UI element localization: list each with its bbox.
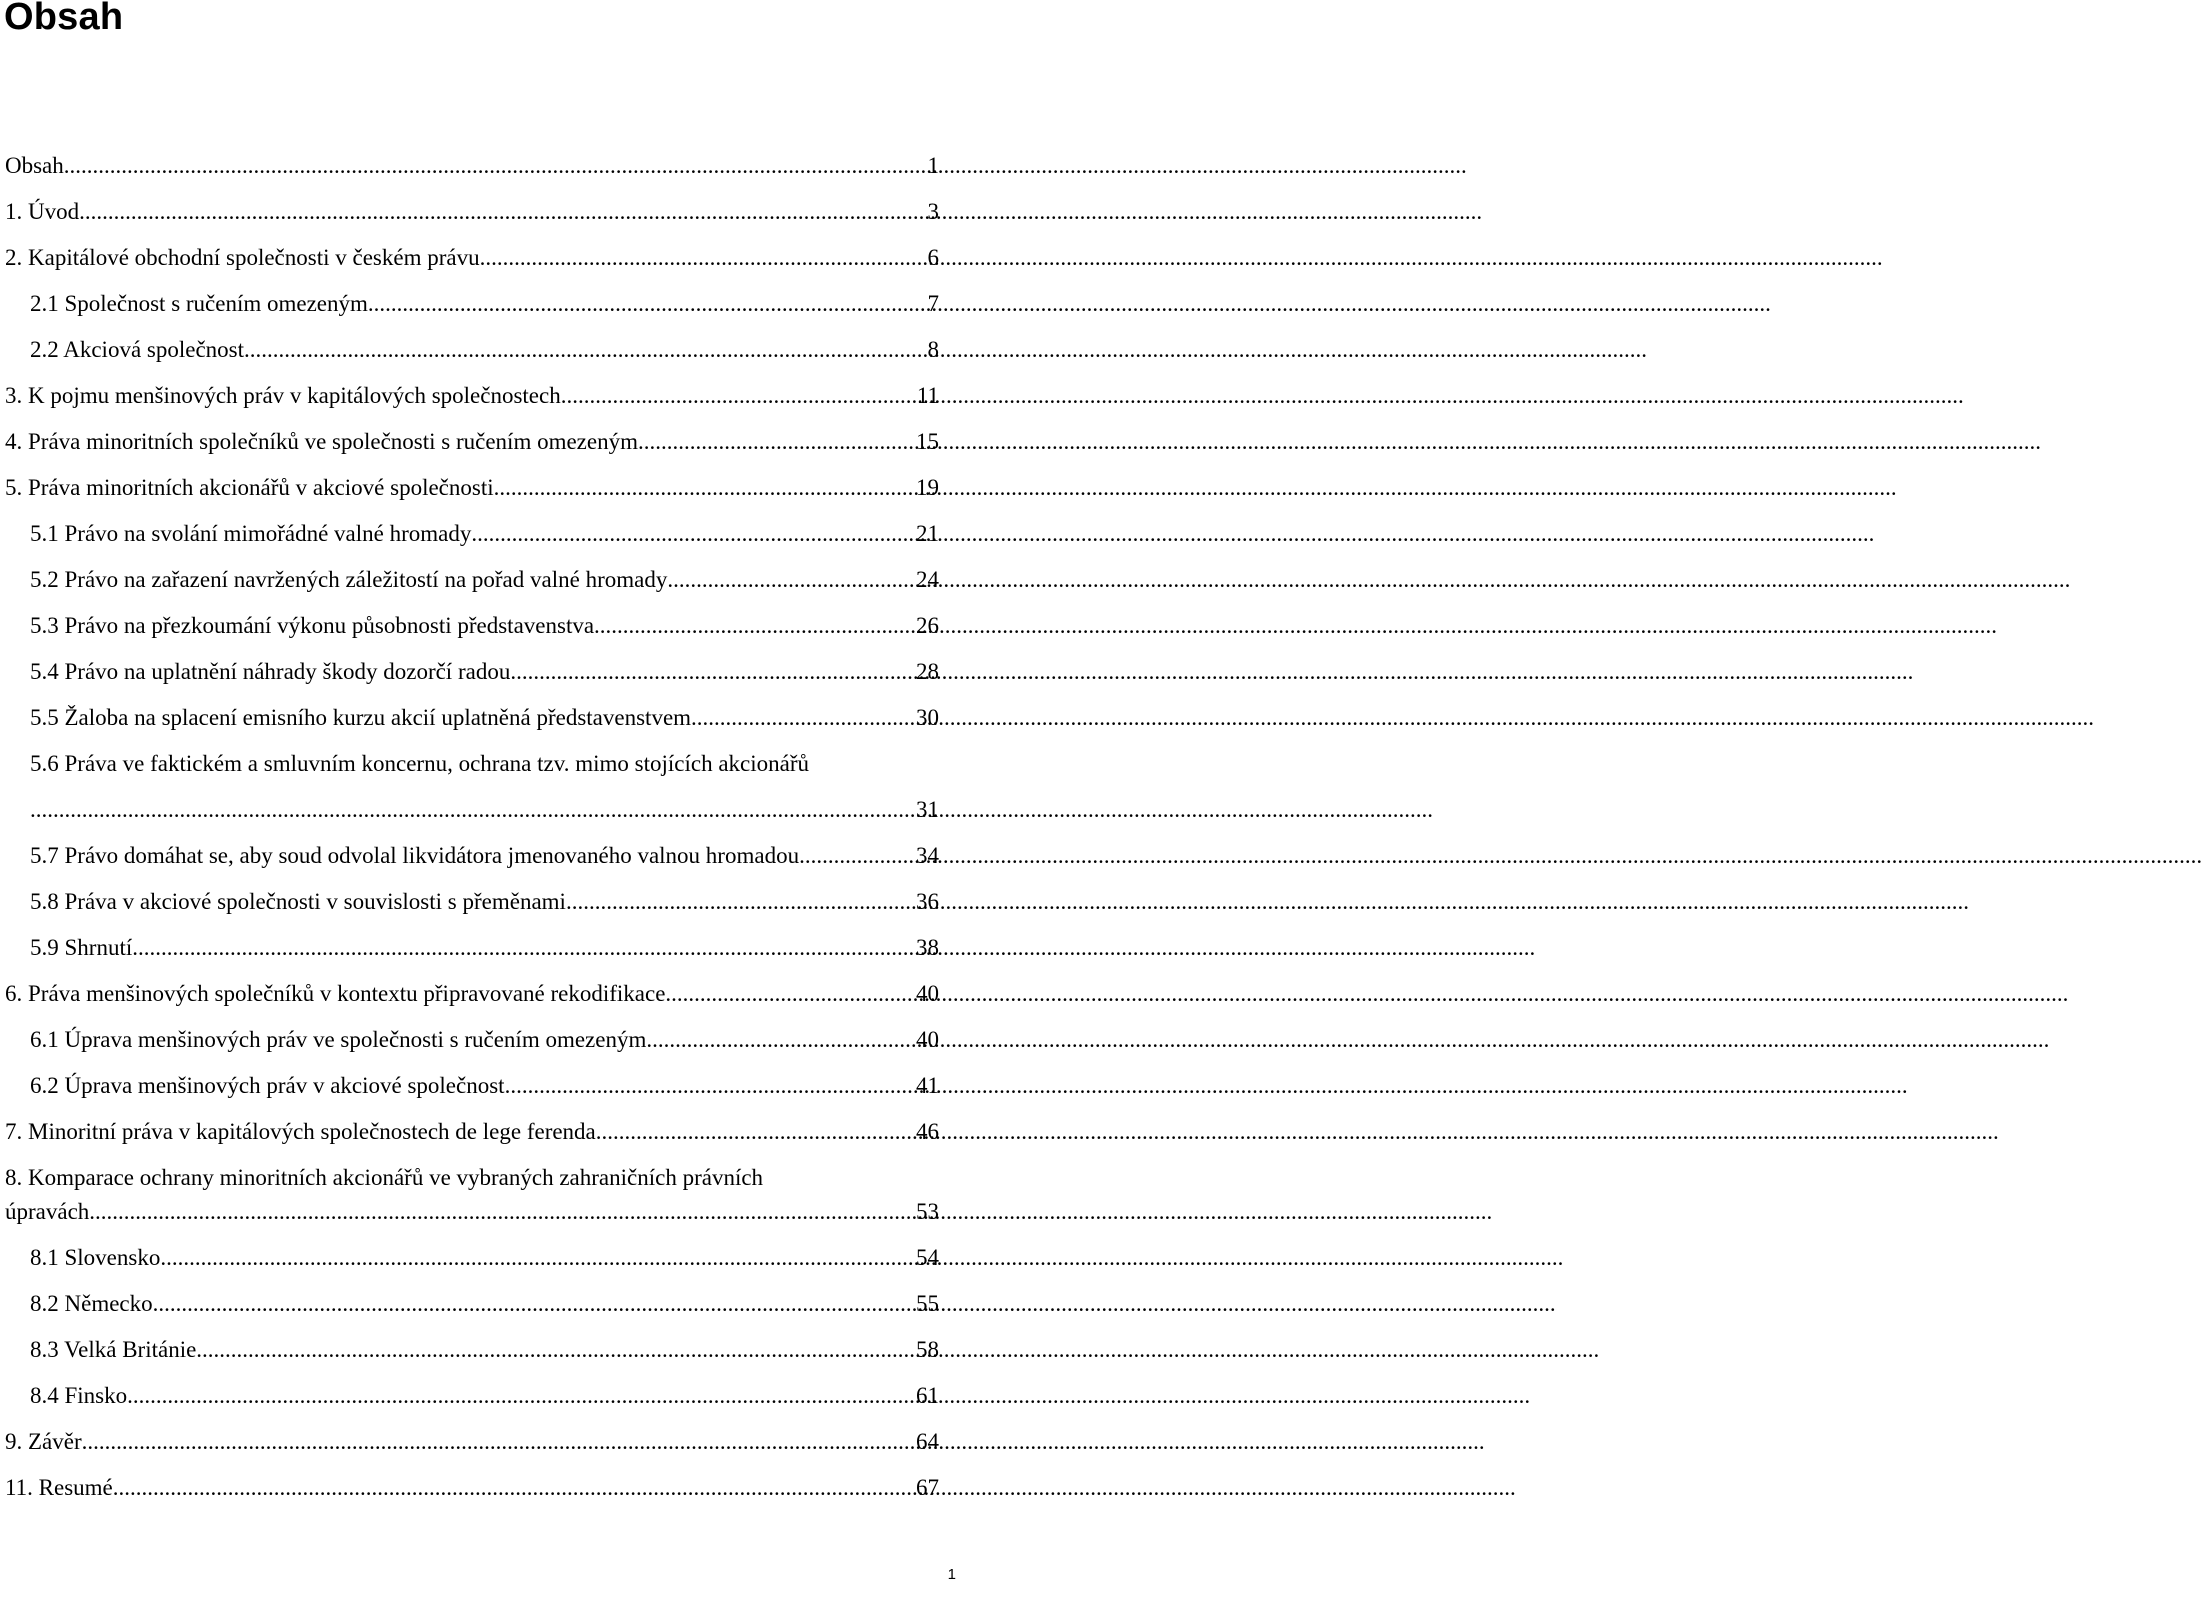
toc-entry-page: 40 — [916, 981, 939, 1006]
toc-entry-page: 6 — [927, 245, 939, 270]
toc-entry[interactable] — [5, 978, 939, 1009]
toc-entry-label: 5.8 Práva v akciové společnosti v souvislosti s přeměnami — [30, 889, 566, 914]
toc-entry[interactable] — [5, 196, 939, 227]
toc-entry-label: 1. Úvod — [5, 199, 80, 224]
toc-entry-label: 6.2 Úprava menšinových práv v akciové společnost — [30, 1073, 505, 1098]
toc-entry[interactable] — [5, 1242, 939, 1273]
toc-entry-page: 11 — [916, 383, 939, 408]
toc-leader-dots — [82, 1426, 916, 1457]
toc-entry[interactable] — [5, 518, 939, 549]
toc-entry[interactable] — [5, 1472, 939, 1503]
toc-entry[interactable] — [5, 564, 939, 595]
toc-entry-page: 38 — [916, 935, 939, 960]
toc-entry-label: 8.4 Finsko — [30, 1383, 128, 1408]
toc-entry-page: 26 — [916, 613, 939, 638]
toc-entry-page: 19 — [916, 475, 939, 500]
toc-entry[interactable] — [5, 656, 939, 687]
toc-entry-page: 40 — [916, 1027, 939, 1052]
toc-entry-page: 54 — [916, 1245, 939, 1270]
page-title: Obsah — [4, 0, 124, 38]
toc-entry[interactable] — [5, 334, 939, 365]
toc-entry-page: 30 — [916, 705, 939, 730]
toc-leader-dots — [480, 242, 928, 273]
toc-leader-dots — [510, 656, 916, 687]
toc-leader-dots — [368, 288, 928, 319]
toc-leader-dots — [561, 380, 917, 411]
toc-entry[interactable] — [5, 1380, 939, 1411]
toc-leader-dots — [638, 426, 916, 457]
toc-entry[interactable] — [5, 886, 939, 917]
toc-entry-label: 5.4 Právo na uplatnění náhrady škody dozorčí radou — [30, 659, 511, 684]
toc-entry-first-line[interactable]: 5.6 Práva ve faktickém a smluvním koncernu, ochrana tzv. mimo stojících akcionářů — [30, 751, 809, 776]
toc-entry-page: 67 — [916, 1475, 939, 1500]
toc-entry-label: 8.2 Německo — [30, 1291, 153, 1316]
toc-entry-page: 7 — [927, 291, 939, 316]
toc-entry-page: 3 — [927, 199, 939, 224]
toc-leader-dots — [244, 334, 928, 365]
toc-entry-page: 58 — [916, 1337, 939, 1362]
toc-entry-page: 46 — [916, 1119, 939, 1144]
toc-entry-label: 6. Práva menšinových společníků v kontextu připravované rekodifikace — [5, 981, 666, 1006]
toc-entry-page: 15 — [916, 429, 939, 454]
toc-entry-page: 41 — [916, 1073, 939, 1098]
toc-leader-dots — [691, 702, 916, 733]
toc-leader-dots — [196, 1334, 916, 1365]
toc-entry[interactable] — [5, 1288, 939, 1319]
toc-entry-page: 28 — [916, 659, 939, 684]
toc-entry-page: 24 — [916, 567, 939, 592]
toc-leader-dots — [30, 794, 916, 825]
toc-entry-page: 55 — [916, 1291, 939, 1316]
toc-entry[interactable] — [5, 242, 939, 273]
toc-entry[interactable] — [5, 840, 939, 871]
toc-entry-first-line[interactable]: 8. Komparace ochrany minoritních akcionářů ve vybraných zahraničních právních — [5, 1165, 764, 1190]
toc-entry[interactable] — [5, 472, 939, 503]
toc-entry-label: 4. Práva minoritních společníků ve společnosti s ručením omezeným — [5, 429, 638, 454]
toc-entry-page: 8 — [927, 337, 939, 362]
toc-leader-dots — [566, 886, 916, 917]
toc-leader-dots — [89, 1196, 916, 1227]
page-number: 1 — [947, 1566, 956, 1583]
toc-entry-page: 64 — [916, 1429, 939, 1454]
toc-leader-dots — [160, 1242, 916, 1273]
toc-entry-label: 5.9 Shrnutí — [30, 935, 133, 960]
toc-entry-label: 5.3 Právo na přezkoumání výkonu působnosti představenstva — [30, 613, 595, 638]
toc-leader-dots — [505, 1070, 916, 1101]
toc-entry-label: 2.2 Akciová společnost — [30, 337, 244, 362]
toc-entry-label: 8.1 Slovensko — [30, 1245, 161, 1270]
toc-entry[interactable] — [5, 1116, 939, 1147]
toc-entry[interactable] — [5, 380, 939, 411]
toc-leader-dots — [646, 1024, 916, 1055]
toc-entry-label: 5.1 Právo na svolání mimořádné valné hromady — [30, 521, 472, 546]
toc-entry[interactable] — [5, 288, 939, 319]
toc-leader-dots — [494, 472, 916, 503]
toc-leader-dots — [153, 1288, 916, 1319]
toc-entry-label: 5. Práva minoritních akcionářů v akciové společnosti — [5, 475, 494, 500]
toc-leader-dots — [799, 840, 916, 871]
toc-leader-dots — [665, 978, 916, 1009]
toc-entry[interactable] — [5, 794, 939, 825]
toc-entry-page: 1 — [927, 153, 939, 178]
toc-entry[interactable] — [5, 426, 939, 457]
toc-entry-label: 5.5 Žaloba na splacení emisního kurzu akcií uplatněná představenstvem — [30, 705, 692, 730]
toc-entry-label: 9. Závěr — [5, 1429, 82, 1454]
toc-entry-page: 34 — [916, 843, 939, 868]
toc-entry-label: úpravách — [5, 1199, 90, 1224]
toc-leader-dots — [127, 1380, 916, 1411]
table-of-contents — [5, 150, 939, 1503]
toc-leader-dots — [64, 150, 928, 181]
toc-entry[interactable] — [5, 1334, 939, 1365]
toc-entry[interactable] — [5, 610, 939, 641]
toc-leader-dots — [113, 1472, 916, 1503]
toc-entry-label: 2.1 Společnost s ručením omezeným — [30, 291, 368, 316]
toc-entry[interactable] — [5, 150, 939, 181]
toc-leader-dots — [667, 564, 916, 595]
toc-entry[interactable] — [5, 932, 939, 963]
toc-entry-page: 31 — [916, 797, 939, 822]
toc-entry-page: 36 — [916, 889, 939, 914]
toc-entry-label: 7. Minoritní práva v kapitálových společnostech de lege ferenda — [5, 1119, 596, 1144]
toc-entry-page: 21 — [916, 521, 939, 546]
toc-leader-dots — [132, 932, 916, 963]
toc-entry-label: 5.2 Právo na zařazení navržených záležitostí na pořad valné hromady — [30, 567, 668, 592]
toc-entry-label: Obsah — [5, 153, 64, 178]
toc-entry[interactable] — [5, 702, 939, 733]
toc-leader-dots — [596, 1116, 916, 1147]
toc-leader-dots — [594, 610, 916, 641]
toc-entry-label: 11. Resumé — [5, 1475, 113, 1500]
toc-entry-page: 61 — [916, 1383, 939, 1408]
toc-entry-label: 3. K pojmu menšinových práv v kapitálových společnostech — [5, 383, 561, 408]
toc-leader-dots — [471, 518, 916, 549]
toc-entry[interactable] — [5, 1426, 939, 1457]
toc-entry-label: 5.7 Právo domáhat se, aby soud odvolal likvidátora jmenovaného valnou hromadou — [30, 843, 800, 868]
toc-entry[interactable] — [5, 1070, 939, 1101]
toc-entry[interactable] — [5, 1196, 939, 1227]
toc-entry-label: 8.3 Velká Británie — [30, 1337, 197, 1362]
toc-entry[interactable] — [5, 1024, 939, 1055]
toc-entry-label: 2. Kapitálové obchodní společnosti v českém právu — [5, 245, 480, 270]
toc-entry-label: 6.1 Úprava menšinových práv ve společnosti s ručením omezeným — [30, 1027, 647, 1052]
toc-entry-page: 53 — [916, 1199, 939, 1224]
toc-leader-dots — [79, 196, 927, 227]
